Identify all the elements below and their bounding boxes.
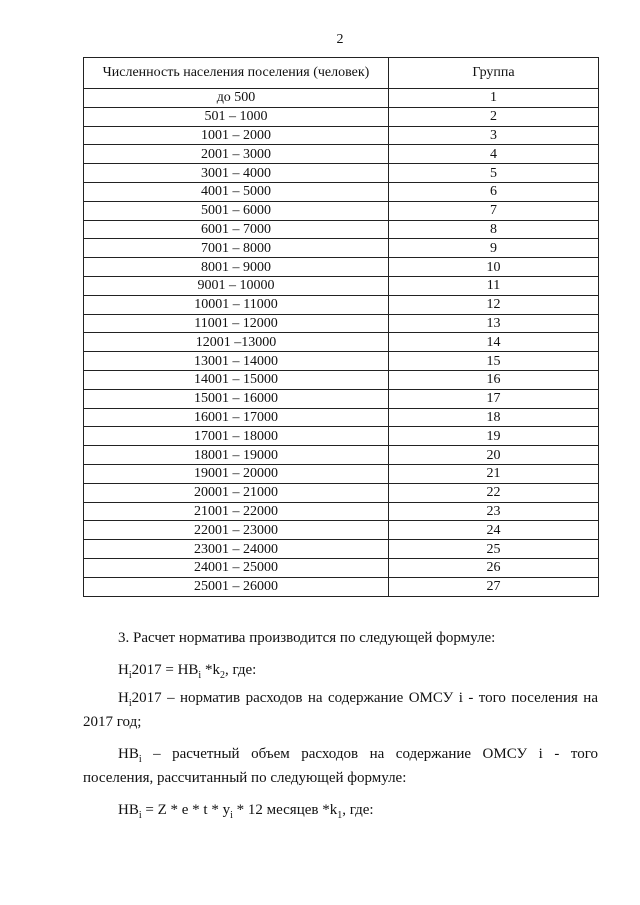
population-range-cell: 23001 – 24000 bbox=[84, 540, 389, 559]
group-number-cell: 10 bbox=[389, 258, 599, 277]
group-number-cell: 17 bbox=[389, 389, 599, 408]
table-row bbox=[84, 464, 599, 483]
definition-calculated-symbol: НВ bbox=[118, 746, 139, 762]
population-range-cell: 6001 – 7000 bbox=[84, 220, 389, 239]
group-number-cell: 7 bbox=[389, 201, 599, 220]
definition-calculated-continued: поселения, рассчитанный по следующей формуле: bbox=[83, 770, 407, 786]
formula-calc-sub-i: i bbox=[138, 810, 142, 821]
group-number-cell: 3 bbox=[389, 126, 599, 145]
formula-calc-where: , где: bbox=[342, 802, 374, 818]
table-body bbox=[84, 89, 599, 597]
group-number-cell: 4 bbox=[389, 145, 599, 164]
table-row bbox=[84, 389, 599, 408]
population-range-cell: 3001 – 4000 bbox=[84, 164, 389, 183]
formula-calculated bbox=[118, 800, 374, 826]
group-number-cell: 26 bbox=[389, 558, 599, 577]
formula-calc-sub-1: 1 bbox=[337, 810, 343, 821]
group-number-cell: 8 bbox=[389, 220, 599, 239]
group-number-cell: 20 bbox=[389, 446, 599, 465]
population-range-cell: 11001 – 12000 bbox=[84, 314, 389, 333]
population-range-cell: 15001 – 16000 bbox=[84, 389, 389, 408]
table-header-row bbox=[84, 58, 599, 89]
population-range-cell: 16001 – 17000 bbox=[84, 408, 389, 427]
population-range-cell: 12001 –13000 bbox=[84, 333, 389, 352]
table-row bbox=[84, 408, 599, 427]
header-population: Численность населения поселения (человек) bbox=[84, 58, 389, 89]
population-range-cell: 19001 – 20000 bbox=[84, 464, 389, 483]
table-row bbox=[84, 89, 599, 108]
population-range-cell: 25001 – 26000 bbox=[84, 577, 389, 596]
formula-norm-sub-2: 2 bbox=[219, 670, 225, 681]
definition-norm-text: 2017 – норматив расходов на содержание ОМСУ i - того поселения на bbox=[131, 690, 598, 706]
population-range-cell: 4001 – 5000 bbox=[84, 182, 389, 201]
population-range-cell: 5001 – 6000 bbox=[84, 201, 389, 220]
group-number-cell: 27 bbox=[389, 577, 599, 596]
table-row bbox=[84, 521, 599, 540]
table-row bbox=[84, 333, 599, 352]
group-number-cell: 23 bbox=[389, 502, 599, 521]
paragraph-formula-intro: 3. Расчет норматива производится по следующей формуле: bbox=[118, 630, 496, 646]
population-range-cell: 13001 – 14000 bbox=[84, 352, 389, 371]
group-number-cell: 22 bbox=[389, 483, 599, 502]
population-range-cell: 7001 – 8000 bbox=[84, 239, 389, 258]
population-group-table bbox=[83, 57, 599, 597]
table-row bbox=[84, 295, 599, 314]
definition-norm-sub-i: i bbox=[128, 698, 132, 709]
formula-calc-symbol: НВ bbox=[118, 802, 139, 818]
group-number-cell: 25 bbox=[389, 540, 599, 559]
group-number-cell: 15 bbox=[389, 352, 599, 371]
population-range-cell: 8001 – 9000 bbox=[84, 258, 389, 277]
formula-norm-where: , где: bbox=[224, 662, 257, 678]
page-number: 2 bbox=[336, 32, 344, 47]
formula-norm-sub-i: i bbox=[128, 670, 132, 681]
population-range-cell: 14001 – 15000 bbox=[84, 370, 389, 389]
formula-calc-part: = Z * e * t * y bbox=[141, 802, 231, 818]
table-row bbox=[84, 276, 599, 295]
formula-calc-sub-i2: i bbox=[230, 810, 233, 821]
population-range-cell: 24001 – 25000 bbox=[84, 558, 389, 577]
group-number-cell: 16 bbox=[389, 370, 599, 389]
table-row bbox=[84, 239, 599, 258]
table-row bbox=[84, 164, 599, 183]
table-row bbox=[84, 427, 599, 446]
formula-norm-sub-i2: i bbox=[198, 670, 202, 681]
group-number-cell: 18 bbox=[389, 408, 599, 427]
population-range-cell: 501 – 1000 bbox=[84, 107, 389, 126]
population-range-cell: 22001 – 23000 bbox=[84, 521, 389, 540]
population-range-cell: 2001 – 3000 bbox=[84, 145, 389, 164]
table-row bbox=[84, 352, 599, 371]
population-range-cell: до 500 bbox=[84, 89, 389, 108]
table-row bbox=[84, 258, 599, 277]
population-range-cell: 21001 – 22000 bbox=[84, 502, 389, 521]
table-row bbox=[84, 502, 599, 521]
definition-calculated-text: – расчетный объем расходов на содержание ОМСУ i - того bbox=[141, 746, 598, 762]
population-range-cell: 20001 – 21000 bbox=[84, 483, 389, 502]
table-row bbox=[84, 126, 599, 145]
group-number-cell: 11 bbox=[389, 276, 599, 295]
population-range-cell: 17001 – 18000 bbox=[84, 427, 389, 446]
formula-norm bbox=[118, 660, 256, 686]
table-row bbox=[84, 201, 599, 220]
population-range-cell: 10001 – 11000 bbox=[84, 295, 389, 314]
definition-calculated-sub-i: i bbox=[138, 754, 142, 765]
formula-norm-part: 2017 = НВ bbox=[131, 662, 199, 678]
population-range-cell: 1001 – 2000 bbox=[84, 126, 389, 145]
group-number-cell: 12 bbox=[389, 295, 599, 314]
table-row bbox=[84, 220, 599, 239]
definition-norm-symbol: Н bbox=[118, 690, 129, 706]
table-row bbox=[84, 483, 599, 502]
table-row bbox=[84, 558, 599, 577]
group-number-cell: 13 bbox=[389, 314, 599, 333]
population-range-cell: 18001 – 19000 bbox=[84, 446, 389, 465]
group-number-cell: 24 bbox=[389, 521, 599, 540]
group-number-cell: 19 bbox=[389, 427, 599, 446]
group-number-cell: 1 bbox=[389, 89, 599, 108]
table-row bbox=[84, 107, 599, 126]
table-row bbox=[84, 370, 599, 389]
definition-calculated bbox=[118, 744, 598, 770]
table-row bbox=[84, 314, 599, 333]
group-number-cell: 14 bbox=[389, 333, 599, 352]
population-range-cell: 9001 – 10000 bbox=[84, 276, 389, 295]
group-number-cell: 5 bbox=[389, 164, 599, 183]
group-number-cell: 9 bbox=[389, 239, 599, 258]
table-row bbox=[84, 540, 599, 559]
table-row bbox=[84, 145, 599, 164]
formula-norm-symbol: Н bbox=[118, 662, 129, 678]
table-row bbox=[84, 182, 599, 201]
definition-norm bbox=[118, 688, 598, 714]
header-group: Группа bbox=[389, 58, 599, 89]
table-row bbox=[84, 446, 599, 465]
group-number-cell: 2 bbox=[389, 107, 599, 126]
group-number-cell: 6 bbox=[389, 182, 599, 201]
formula-norm-part2: *k bbox=[201, 662, 220, 678]
formula-calc-part2: * 12 месяцев *k bbox=[232, 802, 338, 818]
table-row bbox=[84, 577, 599, 596]
definition-norm-continued: 2017 год; bbox=[83, 714, 142, 730]
group-number-cell: 21 bbox=[389, 464, 599, 483]
